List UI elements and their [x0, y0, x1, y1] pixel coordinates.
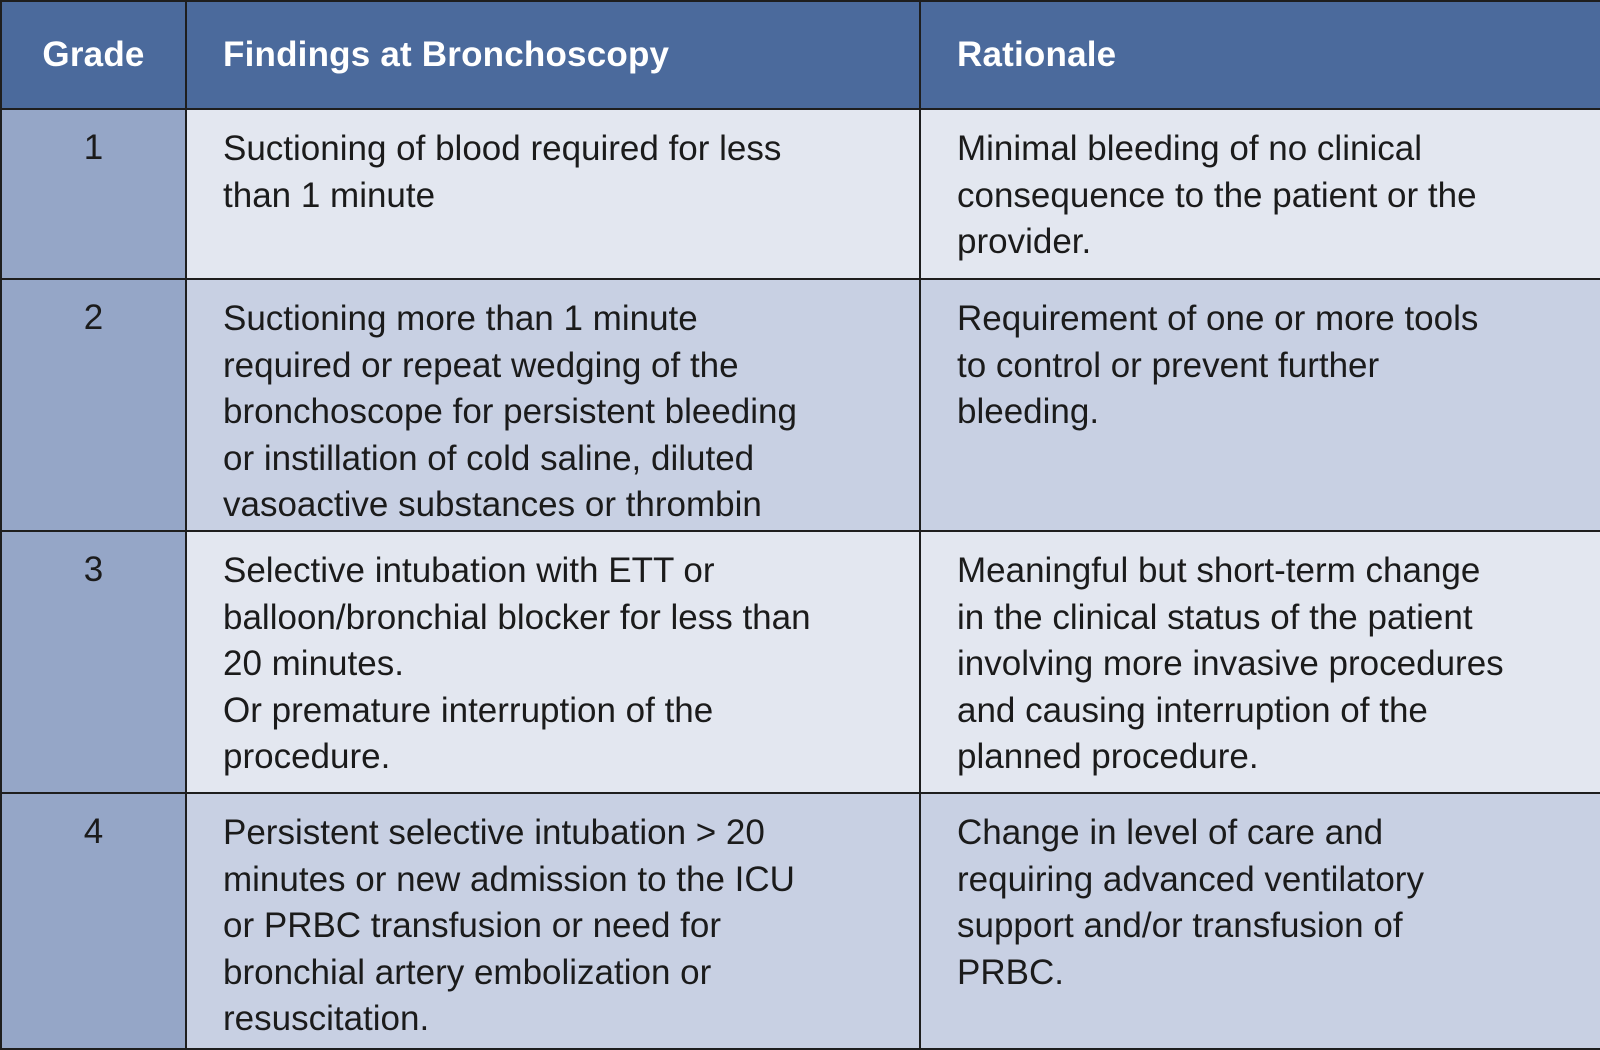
table-row — [1, 109, 1600, 279]
findings-line: Suctioning more than 1 minute — [223, 299, 698, 338]
findings-cell — [186, 109, 920, 279]
rationale-line: Change in level of care and — [957, 813, 1384, 852]
rationale-cell — [920, 793, 1600, 1049]
header-rationale: Rationale — [920, 1, 1600, 109]
rationale-line: PRBC. — [957, 952, 1064, 992]
findings-line: procedure. — [223, 737, 391, 776]
grade-cell: 2 — [1, 279, 186, 531]
findings-line: or PRBC transfusion or need for — [223, 906, 722, 945]
findings-cell — [186, 793, 920, 1049]
rationale-cell — [920, 109, 1600, 279]
grade-cell: 4 — [1, 793, 186, 1049]
grade-cell: 3 — [1, 531, 186, 793]
rationale-line: support and/or transfusion of — [957, 906, 1403, 945]
findings-line: Selective intubation with ETT or — [223, 551, 715, 590]
rationale-line: requiring advanced ventilatory — [957, 859, 1424, 899]
rationale-cell — [920, 279, 1600, 531]
rationale-line: Requirement of one or more tools — [957, 299, 1479, 338]
table-header — [1, 1, 1600, 109]
rationale-line: to control or prevent further — [957, 345, 1380, 385]
rationale-line: Meaningful but short-term change — [957, 551, 1481, 590]
findings-line: or instillation of cold saline, diluted — [223, 438, 755, 478]
rationale-line: in the clinical status of the patient — [957, 597, 1473, 637]
findings-line: Persistent selective intubation > 20 — [223, 813, 765, 852]
rationale-line: provider. — [957, 222, 1092, 261]
rationale-line: consequence to the patient or the — [957, 175, 1477, 215]
header-findings: Findings at Bronchoscopy — [186, 1, 920, 109]
findings-line: bronchial artery embolization or — [223, 952, 712, 992]
rationale-line: bleeding. — [957, 392, 1100, 431]
rationale-line: planned procedure. — [957, 737, 1259, 776]
rationale-line: Minimal bleeding of no clinical — [957, 129, 1422, 168]
findings-line: Or premature interruption of the — [223, 690, 714, 730]
findings-line: required or repeat wedging of the — [223, 345, 739, 385]
findings-line: minutes or new admission to the ICU — [223, 859, 795, 899]
findings-line: balloon/bronchial blocker for less than — [223, 597, 811, 637]
findings-cell — [186, 279, 920, 531]
findings-line: vasoactive substances or thrombin — [223, 485, 762, 524]
table-body — [1, 109, 1600, 1049]
rationale-cell — [920, 531, 1600, 793]
findings-line: than 1 minute — [223, 175, 436, 215]
findings-line: bronchoscope for persistent bleeding — [223, 392, 797, 431]
table-row — [1, 793, 1600, 1049]
header-row — [1, 1, 1600, 109]
findings-line: 20 minutes. — [223, 644, 404, 683]
findings-cell — [186, 531, 920, 793]
findings-line: Suctioning of blood required for less — [223, 129, 782, 168]
rationale-line: involving more invasive procedures — [957, 644, 1504, 683]
table-row — [1, 279, 1600, 531]
table-row — [1, 531, 1600, 793]
grade-cell: 1 — [1, 109, 186, 279]
rationale-line: and causing interruption of the — [957, 690, 1428, 730]
findings-line: resuscitation. — [223, 999, 430, 1038]
header-grade: Grade — [1, 1, 186, 109]
